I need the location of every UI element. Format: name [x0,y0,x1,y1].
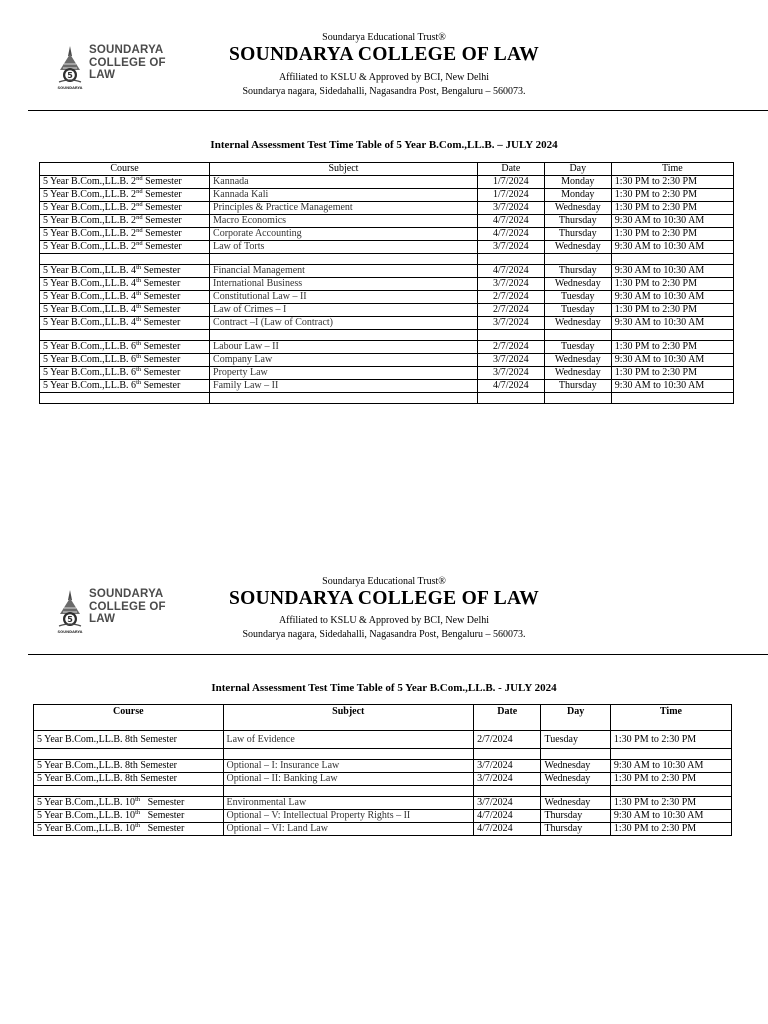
table-row [34,797,732,810]
semester-text: Semester [140,797,185,808]
cell-date: 3/7/2024 [474,797,541,810]
cell-date: 3/7/2024 [477,317,544,330]
column-header-course: Course [40,163,210,176]
table-row [40,265,734,278]
cell-course [40,265,210,278]
ordinal-suffix: th [135,822,141,829]
table-row [34,773,732,786]
semester-text: Semester [141,341,181,352]
cell-course [34,797,224,810]
semester-text: Semester [140,810,185,821]
course-text: 5 Year B.Com.,LL.B. 2 [43,176,137,187]
cell-course [40,189,210,202]
table-row [40,341,734,354]
cell-subject: Law of Torts [210,241,478,254]
cell-time: 1:30 PM to 2:30 PM [611,189,733,202]
cell-subject: Corporate Accounting [210,228,478,241]
table-row [40,202,734,215]
cell-date: 3/7/2024 [474,760,541,773]
semester-text: Semester [142,176,182,187]
logo-line-1: SOUNDARYA [89,588,164,600]
semester-text: Semester [140,823,185,834]
cell-subject: Principles & Practice Management [210,202,478,215]
cell-subject: Kannada Kali [210,189,478,202]
cell-date: 4/7/2024 [477,228,544,241]
table-row [40,215,734,228]
trust-name: Soundarya Educational Trust® [322,576,446,587]
cell-course [34,823,224,836]
semester-text: Semester [141,304,181,315]
table-header-row [34,705,732,731]
cell-course [40,278,210,291]
cell-day: Thursday [544,380,611,393]
column-header-subject: Subject [223,705,474,731]
cell-day: Wednesday [544,317,611,330]
cell-time: 1:30 PM to 2:30 PM [611,367,733,380]
ordinal-suffix: th [136,290,142,297]
semester-text: Semester [142,228,182,239]
empty-cell [210,330,478,341]
cell-day: Wednesday [541,797,610,810]
semester-text: Semester [142,241,182,252]
course-text: 5 Year B.Com.,LL.B. 4 [43,291,137,302]
column-header-date: Date [474,705,541,731]
empty-cell [611,393,733,404]
course-text: 5 Year B.Com.,LL.B. 8th Semester [37,773,177,784]
cell-time: 9:30 AM to 10:30 AM [611,265,733,278]
cell-subject: Macro Economics [210,215,478,228]
cell-course [40,241,210,254]
cell-subject: Constitutional Law – II [210,291,478,304]
cell-time: 9:30 AM to 10:30 AM [611,354,733,367]
course-text: 5 Year B.Com.,LL.B. 2 [43,228,137,239]
spacer-row [34,786,732,797]
ordinal-suffix: th [136,316,142,323]
column-header-date: Date [477,163,544,176]
cell-day: Tuesday [544,341,611,354]
course-text: 5 Year B.Com.,LL.B. 6 [43,354,137,365]
empty-cell [40,254,210,265]
cell-time: 9:30 AM to 10:30 AM [611,215,733,228]
cell-time: 9:30 AM to 10:30 AM [611,317,733,330]
timetable-title: Internal Assessment Test Time Table of 5 Year B.Com.,LL.B. - JULY 2024 [211,682,557,694]
ordinal-suffix: th [136,379,142,386]
course-text: 5 Year B.Com.,LL.B. 4 [43,317,137,328]
cell-date: 2/7/2024 [474,731,541,749]
svg-text:5: 5 [67,71,73,80]
address: Soundarya nagara, Sidedahalli, Nagasandra Post, Bengaluru – 560073. [242,86,526,97]
svg-text:SOUNDARYA: SOUNDARYA [57,86,83,90]
column-header-day: Day [544,163,611,176]
cell-day: Tuesday [541,731,610,749]
cell-day: Wednesday [544,202,611,215]
cell-course [40,228,210,241]
cell-date: 3/7/2024 [477,367,544,380]
cell-date: 2/7/2024 [477,304,544,317]
cell-time: 1:30 PM to 2:30 PM [611,176,733,189]
cell-date: 3/7/2024 [474,773,541,786]
table-row [40,354,734,367]
empty-cell [544,330,611,341]
header-divider [28,654,768,655]
empty-cell [477,330,544,341]
empty-cell [34,749,224,760]
cell-subject: Environmental Law [223,797,474,810]
ordinal-suffix: nd [136,240,143,247]
cell-time: 9:30 AM to 10:30 AM [610,760,731,773]
cell-day: Thursday [541,823,610,836]
empty-cell [40,330,210,341]
cell-subject: Optional – II: Banking Law [223,773,474,786]
ordinal-suffix: th [136,264,142,271]
cell-time: 1:30 PM to 2:30 PM [610,823,731,836]
cell-subject: Optional – I: Insurance Law [223,760,474,773]
course-text: 5 Year B.Com.,LL.B. 4 [43,265,137,276]
cell-subject: Labour Law – II [210,341,478,354]
cell-day: Wednesday [544,354,611,367]
table-row [40,189,734,202]
cell-day: Wednesday [544,367,611,380]
course-text: 5 Year B.Com.,LL.B. 2 [43,241,137,252]
cell-date: 2/7/2024 [477,291,544,304]
ordinal-suffix: th [136,366,142,373]
cell-time: 1:30 PM to 2:30 PM [611,278,733,291]
table-row [34,823,732,836]
table-row [34,810,732,823]
affiliation: Affiliated to KSLU & Approved by BCI, New Delhi [278,72,490,83]
table-row [34,731,732,749]
cell-course [34,810,224,823]
timetable-page-2 [0,568,768,834]
address: Soundarya nagara, Sidedahalli, Nagasandra Post, Bengaluru – 560073. [242,629,526,640]
timetable-title: Internal Assessment Test Time Table of 5 Year B.Com.,LL.B. – JULY 2024 [210,139,558,151]
empty-cell [611,254,733,265]
logo-line-3: LAW [89,69,116,81]
course-text: 5 Year B.Com.,LL.B. 6 [43,380,137,391]
table-row [34,760,732,773]
column-header-time: Time [610,705,731,731]
ordinal-suffix: th [135,809,141,816]
table-row [40,278,734,291]
ordinal-suffix: th [136,340,142,347]
semester-text: Semester [141,317,181,328]
cell-day: Monday [544,176,611,189]
semester-text: Semester [142,202,182,213]
cell-day: Wednesday [544,278,611,291]
ordinal-suffix: nd [136,188,143,195]
cell-time: 1:30 PM to 2:30 PM [611,304,733,317]
ordinal-suffix: th [136,303,142,310]
cell-subject: Kannada [210,176,478,189]
cell-time: 1:30 PM to 2:30 PM [610,731,731,749]
course-text: 5 Year B.Com.,LL.B. 10 [37,810,136,821]
empty-cell [544,254,611,265]
cell-time: 9:30 AM to 10:30 AM [611,291,733,304]
empty-cell [544,393,611,404]
course-text: 5 Year B.Com.,LL.B. 4 [43,304,137,315]
cell-day: Thursday [544,265,611,278]
semester-text: Semester [141,278,181,289]
cell-date: 4/7/2024 [477,215,544,228]
cell-date: 3/7/2024 [477,278,544,291]
svg-text:SOUNDARYA: SOUNDARYA [57,630,83,634]
cell-day: Tuesday [544,304,611,317]
semester-text: Semester [142,215,182,226]
course-text: 5 Year B.Com.,LL.B. 2 [43,215,137,226]
semester-text: Semester [141,354,181,365]
logo-line-2: COLLEGE OF [89,600,166,613]
logo-line-2: COLLEGE OF [89,56,166,69]
cell-date: 4/7/2024 [474,810,541,823]
course-text: 5 Year B.Com.,LL.B. 10 [37,823,136,834]
timetable-table [33,704,732,836]
ordinal-suffix: th [136,277,142,284]
letterhead [0,0,768,104]
cell-date: 3/7/2024 [477,241,544,254]
cell-time: 9:30 AM to 10:30 AM [611,241,733,254]
course-text: 5 Year B.Com.,LL.B. 8th Semester [37,733,177,745]
cell-date: 4/7/2024 [477,265,544,278]
cell-course [40,304,210,317]
table-header-row [40,163,734,176]
logo-line-1: SOUNDARYA [89,44,164,56]
table-row [40,241,734,254]
cell-course [40,317,210,330]
course-text: 5 Year B.Com.,LL.B. 2 [43,189,137,200]
cell-course [34,731,224,749]
cell-subject: Family Law – II [210,380,478,393]
column-header-subject: Subject [210,163,478,176]
cell-date: 1/7/2024 [477,176,544,189]
table-row [40,304,734,317]
column-header-day: Day [541,705,610,731]
column-header-course: Course [34,705,224,731]
ordinal-suffix: nd [136,214,143,221]
table-row [40,367,734,380]
semester-text: Semester [141,367,181,378]
empty-cell [611,330,733,341]
cell-day: Wednesday [541,760,610,773]
college-name: SOUNDARYA COLLEGE OF LAW [228,44,540,65]
spacer-row [40,393,734,404]
cell-date: 4/7/2024 [477,380,544,393]
semester-text: Semester [142,189,182,200]
empty-cell [474,749,541,760]
course-text: 5 Year B.Com.,LL.B. 6 [43,341,137,352]
cell-course [34,760,224,773]
cell-subject: International Business [210,278,478,291]
cell-subject: Contract –I (Law of Contract) [210,317,478,330]
ordinal-suffix: nd [136,227,143,234]
empty-cell [40,393,210,404]
affiliation: Affiliated to KSLU & Approved by BCI, New Delhi [278,615,490,626]
cell-date: 1/7/2024 [477,189,544,202]
empty-cell [610,749,731,760]
cell-time: 1:30 PM to 2:30 PM [611,228,733,241]
cell-date: 2/7/2024 [477,341,544,354]
cell-time: 1:30 PM to 2:30 PM [610,797,731,810]
table-row [40,380,734,393]
cell-day: Thursday [541,810,610,823]
svg-text:5: 5 [67,615,73,624]
empty-cell [34,786,224,797]
empty-cell [474,786,541,797]
trust-name: Soundarya Educational Trust® [322,32,446,43]
cell-course [40,380,210,393]
cell-day: Wednesday [541,773,610,786]
cell-time: 1:30 PM to 2:30 PM [610,773,731,786]
cell-subject: Optional – V: Intellectual Property Rights – II [223,810,474,823]
course-text: 5 Year B.Com.,LL.B. 10 [37,797,136,808]
cell-subject: Company Law [210,354,478,367]
cell-course [40,202,210,215]
empty-cell [223,786,474,797]
table-row [40,228,734,241]
cell-course [40,291,210,304]
empty-cell [541,749,610,760]
cell-time: 9:30 AM to 10:30 AM [611,380,733,393]
empty-cell [610,786,731,797]
course-text: 5 Year B.Com.,LL.B. 6 [43,367,137,378]
cell-course [34,773,224,786]
ordinal-suffix: th [136,353,142,360]
timetable-table [39,162,734,404]
spacer-row [40,330,734,341]
cell-course [40,215,210,228]
course-text: 5 Year B.Com.,LL.B. 4 [43,278,137,289]
cell-subject: Law of Crimes – I [210,304,478,317]
semester-text: Semester [141,380,181,391]
ordinal-suffix: th [135,796,141,803]
cell-day: Tuesday [544,291,611,304]
cell-day: Thursday [544,215,611,228]
semester-text: Semester [141,265,181,276]
empty-cell [477,393,544,404]
cell-course [40,341,210,354]
cell-course [40,354,210,367]
cell-subject: Financial Management [210,265,478,278]
semester-text: Semester [141,291,181,302]
letterhead [0,568,768,672]
empty-cell [210,254,478,265]
cell-day: Wednesday [544,241,611,254]
cell-course [40,176,210,189]
course-text: 5 Year B.Com.,LL.B. 2 [43,202,137,213]
college-name: SOUNDARYA COLLEGE OF LAW [228,588,540,609]
table-row [40,176,734,189]
course-text: 5 Year B.Com.,LL.B. 8th Semester [37,760,177,771]
cell-time: 1:30 PM to 2:30 PM [611,341,733,354]
spacer-row [34,749,732,760]
cell-time: 9:30 AM to 10:30 AM [610,810,731,823]
timetable-page-1 [0,0,768,391]
cell-course [40,367,210,380]
ordinal-suffix: nd [136,175,143,182]
cell-subject: Optional – VI: Land Law [223,823,474,836]
ordinal-suffix: nd [136,201,143,208]
table-row [40,317,734,330]
table-row [40,291,734,304]
spacer-row [40,254,734,265]
cell-date: 3/7/2024 [477,202,544,215]
cell-day: Monday [544,189,611,202]
header-divider [28,110,768,111]
cell-date: 4/7/2024 [474,823,541,836]
cell-date: 3/7/2024 [477,354,544,367]
cell-subject: Law of Evidence [223,731,474,749]
cell-subject: Property Law [210,367,478,380]
empty-cell [541,786,610,797]
empty-cell [223,749,474,760]
logo-line-3: LAW [89,613,116,625]
empty-cell [210,393,478,404]
cell-day: Thursday [544,228,611,241]
column-header-time: Time [611,163,733,176]
empty-cell [477,254,544,265]
cell-time: 1:30 PM to 2:30 PM [611,202,733,215]
